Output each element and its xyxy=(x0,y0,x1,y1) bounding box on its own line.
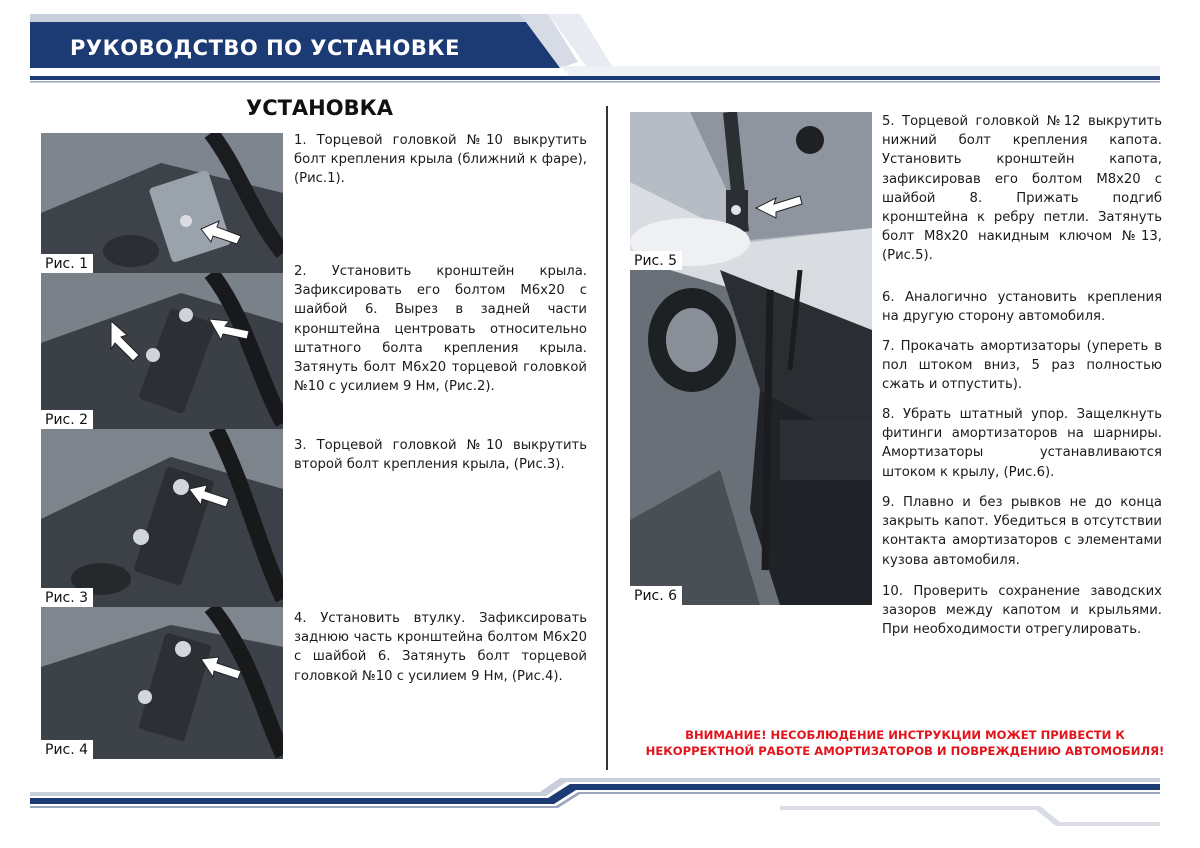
step-9: 9. Плавно и без рывков не до конца закрыть капот. Убедиться в отсутствии контакта амортизаторов с элементами кузова автомобиля. xyxy=(882,495,1162,568)
figure-3-image xyxy=(41,429,283,607)
footer-banner xyxy=(0,770,1200,830)
section-title: УСТАНОВКА xyxy=(246,96,394,120)
figure-5-image xyxy=(630,112,872,270)
footer-decoration xyxy=(0,770,1200,830)
figure-3-label: Рис. 3 xyxy=(41,588,93,607)
figure-6-photo xyxy=(630,270,872,605)
figure-5-photo xyxy=(630,112,872,270)
header-title: РУКОВОДСТВО ПО УСТАНОВКЕ xyxy=(70,36,460,60)
figure-1-photo xyxy=(41,133,283,273)
step-3: 3. Торцевой головкой №10 выкрутить второй болт крепления крыла, (Рис.3). xyxy=(294,438,587,473)
step-5: 5. Торцевой головкой №12 выкрутить нижний болт крепления капота. Установить кронштейн капота, зафиксировав его болтом М8х20 с шайбой 8. Прижать подгиб кронштейна к ребру петли. Затянуть болт М8х20 накидным ключом №13, (Рис.5). xyxy=(882,114,1162,264)
figure-1-image xyxy=(41,133,283,273)
column-divider xyxy=(606,106,608,770)
figure-3-photo xyxy=(41,429,283,607)
figure-2-label: Рис. 2 xyxy=(41,410,93,429)
figure-4-label: Рис. 4 xyxy=(41,740,93,759)
step-2: 2. Установить кронштейн крыла. Зафиксировать его болтом М6х20 с шайбой 6. Вырез в задней части кронштейна центровать относительно штатного болта крепления крыла. Затянуть болт М6х20 торцевой головкой №10 с усилием 9 Нм, (Рис.2). xyxy=(294,264,587,395)
figure-6-image xyxy=(630,270,872,605)
figure-6-label: Рис. 6 xyxy=(630,586,682,605)
step-4: 4. Установить втулку. Зафиксировать заднюю часть кронштейна болтом М6х20 с шайбой 6. Затянуть болт торцевой головкой №10 с усилием 9 Нм, (Рис.4). xyxy=(294,611,587,684)
step-7: 7. Прокачать амортизаторы (упереть в пол штоком вниз, 5 раз полностью сжать и отпустить). xyxy=(882,339,1162,393)
figure-4-photo xyxy=(41,607,283,759)
figure-4-image xyxy=(41,607,283,759)
step-8: 8. Убрать штатный упор. Защелкнуть фитинги амортизаторов на шарниры. Амортизаторы устанавливаются штоком к крылу, (Рис.6). xyxy=(882,407,1162,480)
figure-1-label: Рис. 1 xyxy=(41,254,93,273)
step-10: 10. Проверить сохранение заводских зазоров между капотом и крыльями. При необходимости отрегулировать. xyxy=(882,584,1162,638)
warning-line-1: ВНИМАНИЕ! НЕСОБЛЮДЕНИЕ ИНСТРУКЦИИ МОЖЕТ ПРИВЕСТИ К xyxy=(685,728,1125,742)
figure-2-photo xyxy=(41,273,283,429)
warning-line-2: НЕКОРРЕКТНОЙ РАБОТЕ АМОРТИЗАТОРОВ И ПОВРЕЖДЕНИЮ АВТОМОБИЛЯ! xyxy=(645,743,1165,758)
step-6: 6. Аналогично установить крепления на другую сторону автомобиля. xyxy=(882,290,1162,325)
warning-notice xyxy=(620,728,1190,759)
header-banner xyxy=(0,0,1200,90)
step-1: 1. Торцевой головкой №10 выкрутить болт крепления крыла (ближний к фаре), (Рис.1). xyxy=(294,133,587,187)
figure-2-image xyxy=(41,273,283,429)
figure-5-label: Рис. 5 xyxy=(630,251,682,270)
